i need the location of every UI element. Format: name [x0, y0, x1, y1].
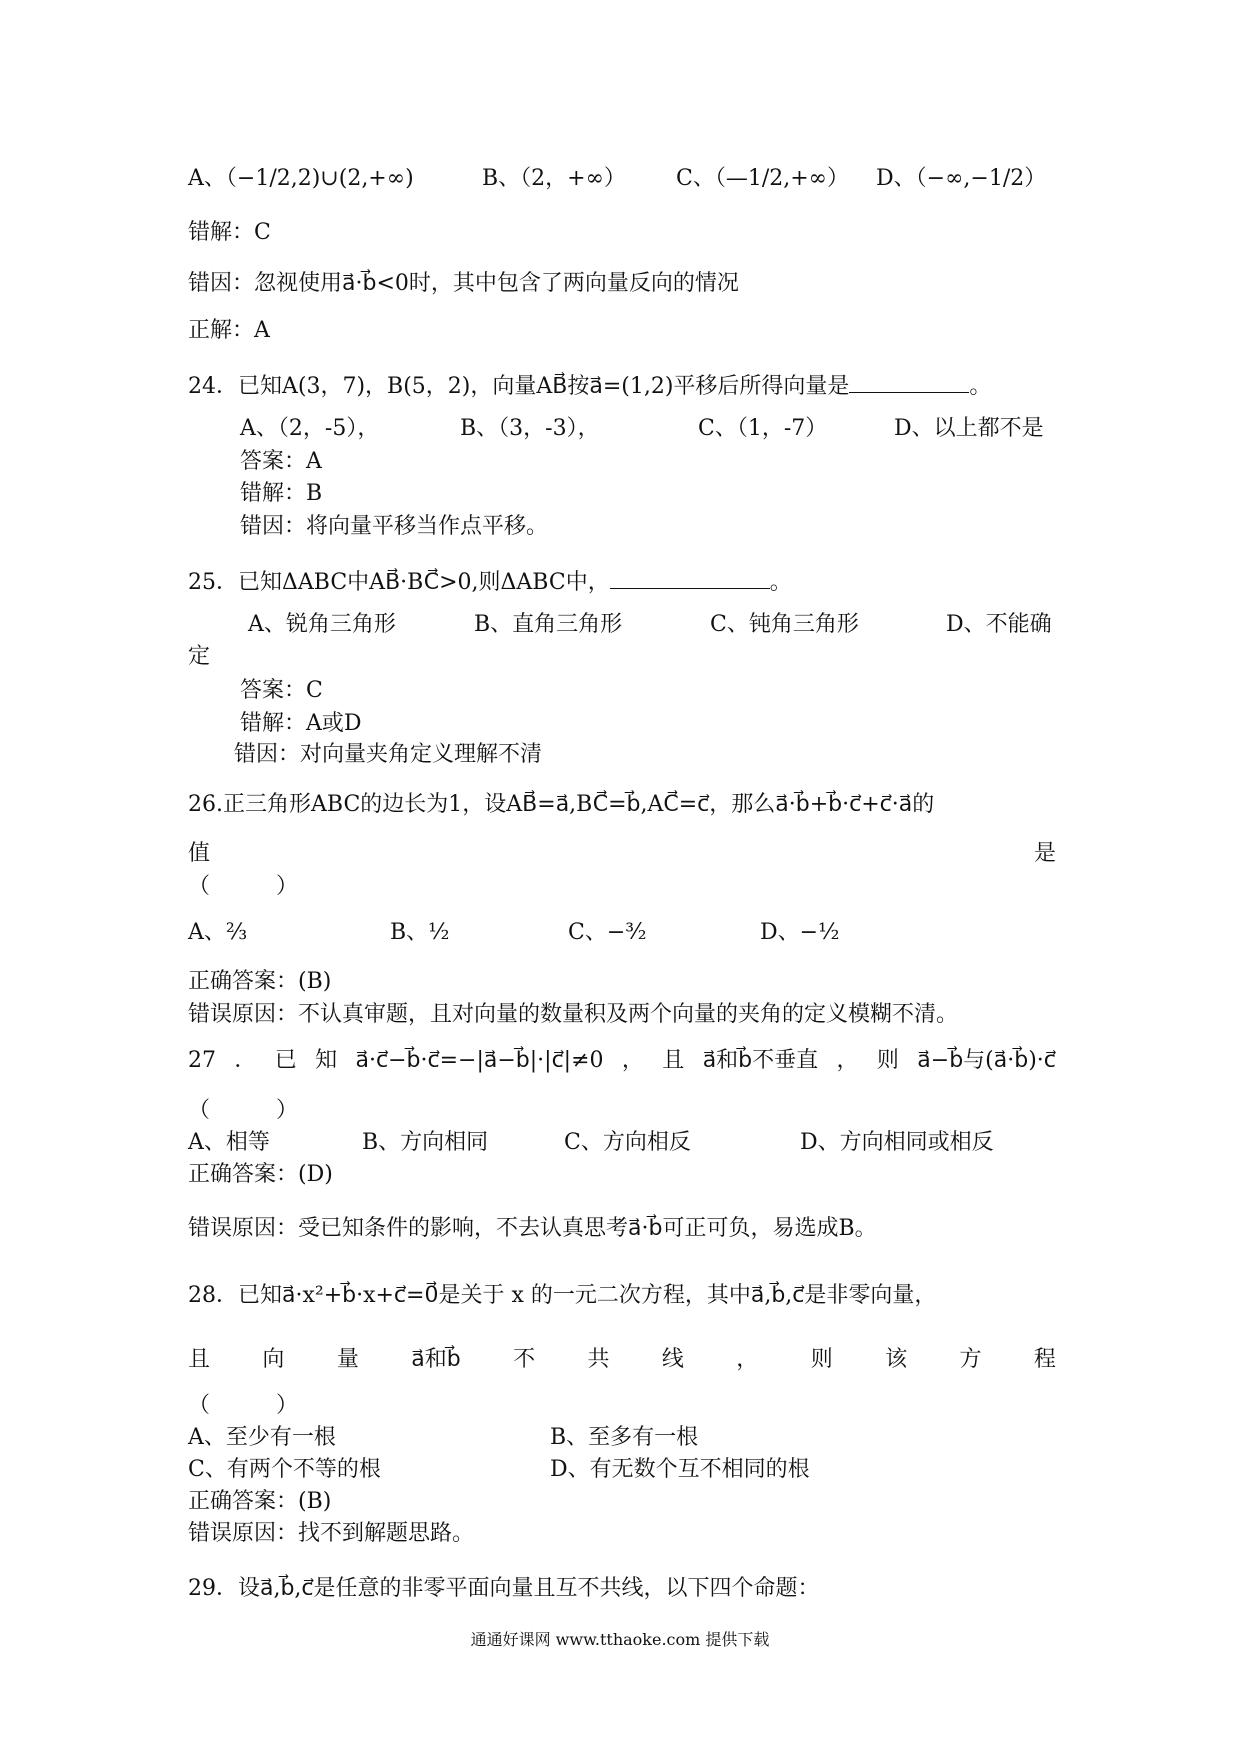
q28-stem-part: 程 [1033, 1347, 1056, 1372]
q27-stem-part: 且 [662, 1048, 685, 1073]
q28-stem-part: 线 [661, 1347, 684, 1372]
page-footer: 通通好课网 www.tthaoke.com 提供下载 [470, 1630, 770, 1649]
q25-stem-text: 25．已知ΔABC中AB⃗·BC⃗>0,则ΔABC中， [188, 570, 610, 595]
q28-stem: 28．已知a⃗·x²+b⃗·x+c⃗=0⃗是关于 x 的一元二次方程，其中a⃗,b⃗,c⃗是非零向量， [188, 1283, 937, 1308]
q27-stem-part: ． [234, 1048, 257, 1073]
q27-option-b: B、方向相同 [362, 1130, 489, 1155]
q28-stem-line2 [188, 1349, 1056, 1371]
q24-option-c: C、（1，-7） [698, 416, 828, 441]
q24-answer-blank [849, 374, 969, 393]
q23-option-a: A、（−1/2,2)∪(2,+∞) [188, 166, 414, 191]
q25-wrong-reason: 错因：对向量夹角定义理解不清 [234, 742, 543, 767]
q28-stem-part: ， [736, 1347, 759, 1372]
q23-option-c: C、（—1/2,+∞） [676, 166, 849, 191]
q25-answer-blank [610, 570, 770, 589]
q27-option-a: A、相等 [188, 1130, 270, 1155]
q24-option-a: A、（2，-5）， [240, 416, 380, 441]
q25-answer: 答案：C [240, 678, 323, 703]
q23-correct-solution: 正解：A [188, 318, 270, 343]
q24-wrong-reason: 错因：将向量平移当作点平移。 [240, 514, 549, 539]
q26-choice-paren: （ ） [188, 874, 299, 899]
q28-stem-part: 量 [336, 1347, 359, 1372]
q28-option-d: D、有无数个互不相同的根 [550, 1457, 810, 1482]
q24-option-d: D、以上都不是 [894, 416, 1044, 441]
q27-stem-part: ， [836, 1048, 859, 1073]
q28-stem-part: a⃗和b⃗ [411, 1347, 461, 1372]
q26-option-b: B、½ [390, 920, 450, 945]
q25-option-c: C、钝角三角形 [710, 612, 859, 637]
q24-answer: 答案：A [240, 449, 322, 474]
q23-wrong-solution: 错解：C [188, 220, 271, 245]
q28-option-b: B、至多有一根 [550, 1425, 699, 1450]
q25-option-a: A、锐角三角形 [248, 612, 396, 637]
q26-stem-line2 [188, 843, 1056, 865]
q24-stem-end: 。 [969, 374, 992, 399]
q27-stem-part: a⃗和b⃗不垂直 [702, 1048, 819, 1073]
q28-stem-part: 则 [810, 1347, 833, 1372]
q25-stem [188, 570, 792, 594]
q26-stem: 26.正三角形ABC的边长为1，设AB⃗=a⃗,BC⃗=b⃗,AC⃗=c⃗，那么a⃗·b⃗+b⃗·c⃗+c⃗·a⃗的 [188, 792, 935, 817]
q23-option-b: B、（2，+∞） [482, 166, 626, 191]
q28-stem-part: 向 [262, 1347, 285, 1372]
q26-option-a: A、⅔ [188, 920, 248, 945]
q27-stem-part: ， [621, 1048, 644, 1073]
q25-wrong-solution: 错解：A或D [240, 711, 362, 736]
q26-stem-line2-right: 是 [1033, 841, 1056, 866]
q28-stem-part: 方 [959, 1347, 982, 1372]
q27-answer: 正确答案：(D) [188, 1162, 333, 1187]
q28-option-a: A、至少有一根 [188, 1425, 336, 1450]
q28-stem-part: 该 [885, 1347, 908, 1372]
q28-choice-paren: （ ） [188, 1393, 299, 1418]
q28-wrong-reason: 错误原因：找不到解题思路。 [188, 1521, 475, 1546]
q26-answer: 正确答案：(B) [188, 969, 332, 994]
q25-option-wrap: 定 [188, 644, 211, 669]
q28-stem-part: 共 [587, 1347, 610, 1372]
q27-stem-part: a⃗−b⃗与(a⃗·b⃗)·c⃗ [917, 1048, 1056, 1073]
q27-stem [188, 1050, 1056, 1072]
q24-stem [188, 374, 991, 398]
q23-wrong-reason: 错因：忽视使用a⃗·b⃗<0时，其中包含了两向量反向的情况 [188, 271, 739, 296]
q28-stem-part: 不 [513, 1347, 536, 1372]
q26-option-c: C、−³⁄₂ [568, 920, 647, 945]
q27-choice-paren: （ ） [188, 1098, 299, 1123]
q24-stem-text: 24．已知A(3，7)，B(5，2)，向量AB⃗按a⃗=(1,2)平移后所得向量是 [188, 374, 850, 399]
q28-option-c: C、有两个不等的根 [188, 1457, 381, 1482]
q26-wrong-reason: 错误原因：不认真审题，且对向量的数量积及两个向量的夹角的定义模糊不清。 [188, 1002, 959, 1027]
q26-option-d: D、−½ [760, 920, 840, 945]
q24-wrong-solution: 错解：B [240, 481, 323, 506]
q28-answer: 正确答案：(B) [188, 1489, 332, 1514]
q25-stem-end: 。 [769, 570, 792, 595]
q27-stem-part: a⃗·c⃗−b⃗·c⃗=−|a⃗−b⃗|·|c⃗|≠0 [355, 1048, 604, 1073]
q24-option-b: B、（3，-3）， [460, 416, 600, 441]
q27-stem-part: 则 [876, 1048, 899, 1073]
q27-wrong-reason: 错误原因：受已知条件的影响，不去认真思考a⃗·b⃗可正可负，易选成B。 [188, 1216, 877, 1241]
q27-stem-part: 知 [315, 1048, 338, 1073]
q23-option-d: D、（−∞,−1/2） [876, 166, 1047, 191]
q27-option-d: D、方向相同或相反 [800, 1130, 994, 1155]
q27-stem-part: 已 [274, 1048, 297, 1073]
q27-stem-part: 27 [188, 1048, 216, 1073]
q25-option-b: B、直角三角形 [474, 612, 623, 637]
q27-option-c: C、方向相反 [564, 1130, 691, 1155]
q29-stem: 29．设a⃗,b⃗,c⃗是任意的非零平面向量且互不共线，以下四个命题： [188, 1576, 820, 1601]
q28-stem-part: 且 [188, 1347, 211, 1372]
q26-stem-line2-left: 值 [188, 841, 211, 866]
q25-option-d: D、不能确 [946, 612, 1052, 637]
